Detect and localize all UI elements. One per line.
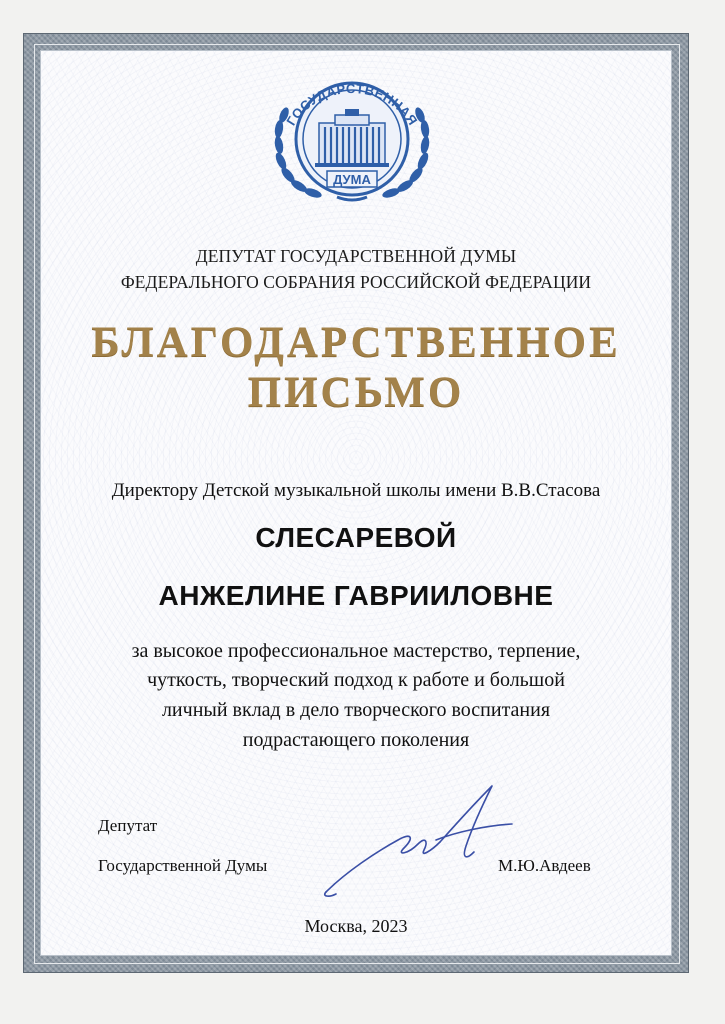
reason-line-3: личный вклад в дело творческого воспитания: [161, 699, 551, 721]
header-line-2: ФЕДЕРАЛЬНОГО СОБРАНИЯ РОССИЙСКОЙ ФЕДЕРАЦИИ: [120, 272, 592, 292]
reason-line-1: за высокое профессиональное мастерство, терпение,: [131, 640, 581, 662]
svg-text:ДУМА: ДУМА: [333, 172, 371, 187]
signatory-title-line-2: Государственной Думы: [98, 856, 268, 875]
signatory-name: М.Ю.Авдеев: [498, 856, 591, 875]
reason-line-2: чуткость, творческий подход к работе и большой: [147, 669, 565, 691]
state-duma-emblem-icon: [257, 75, 447, 205]
handwritten-signature-icon: [316, 780, 516, 910]
recipient-given-names: АНЖЕЛИНЕ ГАВРИИЛОВНЕ: [158, 580, 554, 611]
place-and-date: Москва, 2023: [304, 916, 408, 936]
header-line-1: ДЕПУТАТ ГОСУДАРСТВЕННОЙ ДУМЫ: [195, 246, 517, 266]
reason-line-4: подрастающего поколения: [242, 729, 470, 751]
svg-text:ГОСУДАРСТВЕННАЯ: ГОСУДАРСТВЕННАЯ: [283, 80, 421, 129]
recipient-surname: СЛЕСАРЕВОЙ: [255, 522, 457, 553]
title-line-1: БЛАГОДАРСТВЕННОЕ: [91, 319, 621, 366]
signatory-title-line-1: Депутат: [98, 816, 158, 835]
title-line-2: ПИСЬМО: [247, 369, 465, 416]
recipient-role: Директору Детской музыкальной школы имени В.В.Стасова: [111, 480, 601, 501]
